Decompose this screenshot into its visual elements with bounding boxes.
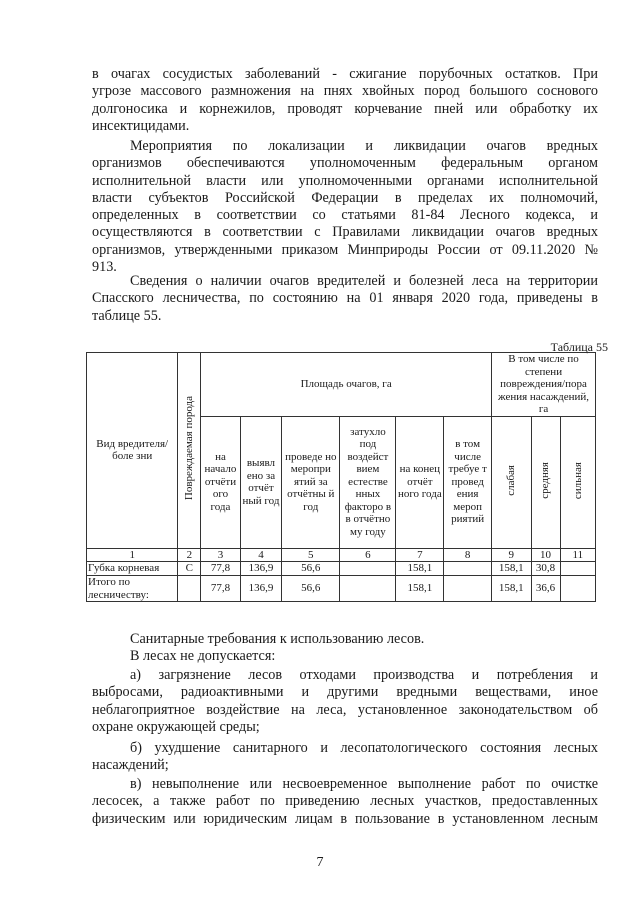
text-line: осуществляются в соответствии с Правилами ликвидации очагов вредных [92,224,598,241]
header-measures: проведе но меропри ятий за отчётны й год [282,416,340,548]
cell: 56,6 [282,562,340,576]
cell: 158,1 [396,562,444,576]
text-line: Санитарные требования к использованию лесов. [130,631,425,647]
header-weak [492,416,531,548]
pest-foci-table [86,352,596,602]
header-strong [560,416,595,548]
header-area-group: Площадь очагов, га [201,353,492,417]
text-line: Мероприятия по локализации и ликвидации очагов вредных [130,138,598,154]
col-number: 4 [240,548,282,562]
cell [560,576,595,602]
page-number: 7 [316,855,324,870]
header-breed-text: Повреждаемая порода [183,396,196,501]
text-line: исполнительной власти или уполномоченными органами исполнительной [92,172,598,189]
text-line: в) невыполнение или несвоевременное выполнение работ по очистке [130,776,598,792]
col-number: 7 [396,548,444,562]
cell [340,576,396,602]
text-line: долгоносика и корнежилов, проводят корчевание пней или обработку их [92,100,598,117]
header-start: на начало отчёти ого года [201,416,240,548]
col-number: 11 [560,548,595,562]
cell [560,562,595,576]
header-weak-text: слабая [505,464,518,496]
cell [444,562,492,576]
col-number: 8 [444,548,492,562]
table-caption: Таблица 55 [550,340,608,354]
cell: 136,9 [240,562,282,576]
header-strong-text: сильная [571,461,584,499]
text-line: выбросами, радиоактивными и другими вредными веществами, иное [92,684,598,701]
header-breed [178,353,201,549]
paragraph-pest-control [92,66,598,135]
text-line: 913. [92,259,117,276]
header-medium [531,416,560,548]
text-line: организмов обеспечиваются уполномоченным федеральным органом [92,155,598,172]
header-needs: в том числе требуе т провед ения мероп риятий [444,416,492,548]
header-species: Вид вредителя/боле зни [87,353,178,549]
text-line: угрозе массового размножения на пнях хвойных пород большого соснового [92,83,598,100]
col-number: 9 [492,548,531,562]
paragraph-sanitary [92,631,598,666]
text-line: таблице 55. [92,307,162,324]
cell: 158,1 [492,576,531,602]
paragraph-item-a [92,667,598,736]
cell: 77,8 [201,576,240,602]
header-found: выявл ено за отчёт ный год [240,416,282,548]
paragraph-item-c [92,776,598,828]
cell [444,576,492,602]
col-number: 2 [178,548,201,562]
cell: 158,1 [396,576,444,602]
cell: 36,6 [531,576,560,602]
text-line: охране окружающей среды; [92,718,260,735]
text-line: а) загрязнение лесов отходами производства и потребления и [130,667,598,683]
cell [340,562,396,576]
text-line: В лесах не допускается: [130,648,276,665]
cell: 30,8 [531,562,560,576]
text-line: насаждений; [92,757,169,774]
paragraph-item-b [92,740,598,775]
text-line: б) ухудшение санитарного и лесопатологического состояния лесных [130,740,598,756]
table-row [87,562,596,576]
text-line: лесосек, а также работ по приведению лесных участков, предоставленных [92,793,598,810]
cell: Итого по лесничеству: [87,576,178,602]
col-number: 6 [340,548,396,562]
header-degree-group: В том числе по степени повреждения/пора жения насаждений, га [492,353,596,417]
col-number: 3 [201,548,240,562]
column-numbers-row [87,548,596,562]
text-line: физическим или юридическим лицам в пользование в установленном лесным [92,810,598,827]
text-line: организмов, утвержденными приказом Минприроды России от 09.11.2020 № [92,241,598,258]
text-line: в очагах сосудистых заболеваний - сжигание порубочных остатков. При [92,66,598,82]
header-end: на конец отчёт ного года [396,416,444,548]
cell [178,576,201,602]
paragraph-measures [92,138,598,276]
paragraph-table-intro [92,273,598,325]
cell: 136,9 [240,576,282,602]
cell: 56,6 [282,576,340,602]
text-line: Спасского лесничества, по состоянию на 01 января 2020 года, приведены в [92,290,598,307]
text-line: определенных в соответствии со статьями 81-84 Лесного кодекса, и [92,207,598,224]
cell: С [178,562,201,576]
cell: Губка корневая [87,562,178,576]
cell: 77,8 [201,562,240,576]
cell: 158,1 [492,562,531,576]
text-line: инсектицидами. [92,117,190,134]
header-faded: затухло под воздейст вием естестве нных факторо в в отчётно му году [340,416,396,548]
table-row-total [87,576,596,602]
text-line: неблагоприятное воздействие на леса, установленное законодательством об [92,701,598,718]
col-number: 5 [282,548,340,562]
text-line: власти субъектов Российской Федерации в пределах их полномочий, [92,189,598,206]
text-line: Сведения о наличии очагов вредителей и болезней леса на территории [130,273,598,289]
header-medium-text: средняя [539,461,552,499]
col-number: 1 [87,548,178,562]
col-number: 10 [531,548,560,562]
